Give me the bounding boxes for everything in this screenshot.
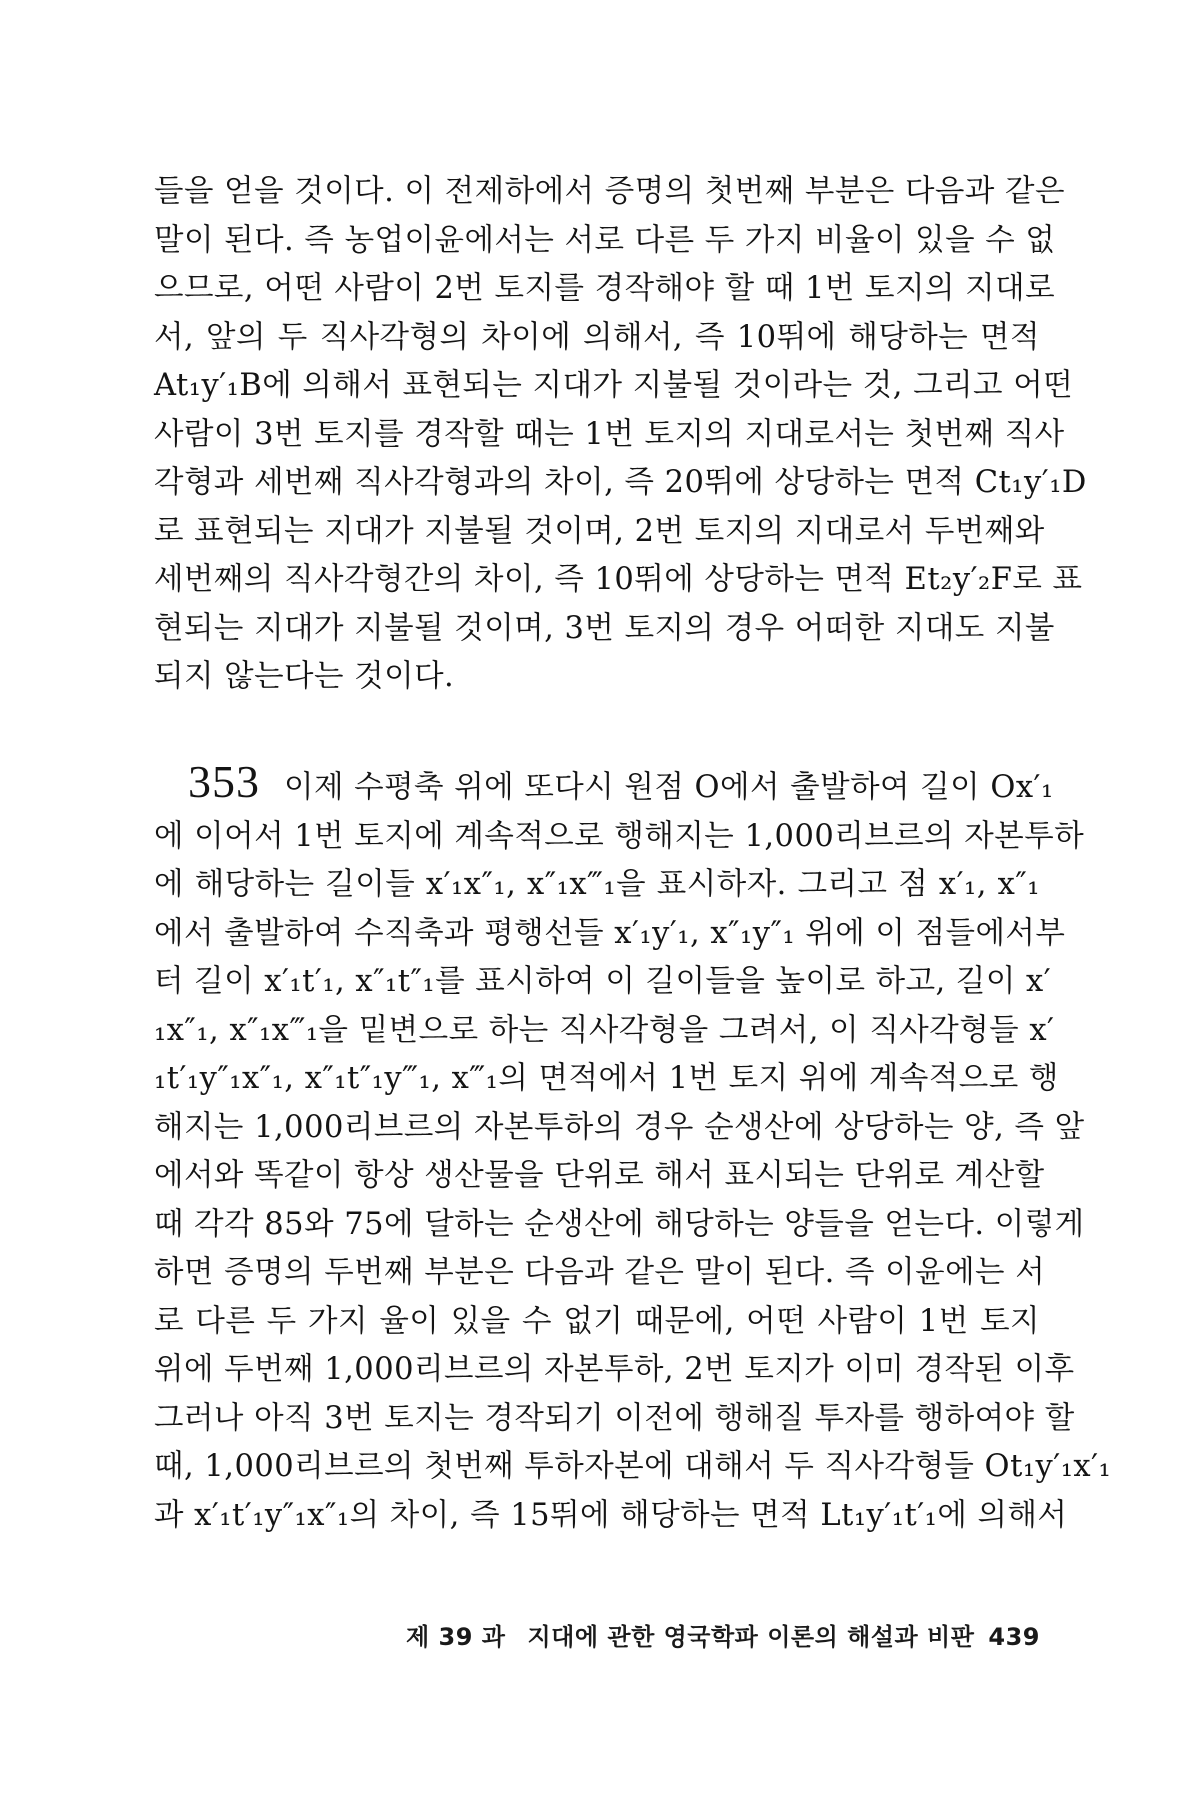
chapter-label: 제 39 과 <box>406 1623 506 1651</box>
text-line: 이제 수평축 위에 또다시 원점 O에서 출발하여 길이 Ox′₁ <box>284 770 1054 805</box>
text-line: 그러나 아직 3번 토지는 경작되기 이전에 행해질 투자를 행하여야 할 <box>154 1400 1075 1436</box>
text-line: 서, 앞의 두 직사각형의 차이에 의해서, 즉 10뛰에 해당하는 면적 <box>154 319 1040 355</box>
text-line: 과 x′₁t′₁y″₁x″₁의 차이, 즉 15뛰에 해당하는 면적 Lt₁y′₁t′₁에 의해서 <box>154 1497 1068 1533</box>
text-line: ₁t′₁y″₁x″₁, x″₁t″₁y‴₁, x‴₁의 면적에서 1번 토지 위에 계속적으로 행 <box>154 1061 1059 1096</box>
text-line: 터 길이 x′₁t′₁, x″₁t″₁를 표시하여 이 길이들을 높이로 하고, 길이 x′ <box>154 964 1052 999</box>
text-line: 때 각각 85와 75에 달하는 순생산에 해당하는 양들을 얻는다. 이렇게 <box>154 1206 1085 1242</box>
paragraph-1 <box>154 168 1087 702</box>
text-line: 현되는 지대가 지불될 것이며, 3번 토지의 경우 어떠한 지대도 지불 <box>154 610 1055 646</box>
page-number: 439 <box>988 1623 1040 1651</box>
text-line: 각형과 세번째 직사각형과의 차이, 즉 20뛰에 상당하는 면적 Ct₁y′₁D <box>154 465 1087 500</box>
text-line: 에서 출발하여 수직축과 평행선들 x′₁y′₁, x″₁y″₁ 위에 이 점들에서부 <box>154 915 1066 951</box>
text-line: 세번째의 직사각형간의 차이, 즉 10뛰에 상당하는 면적 Et₂y′₂F로 표 <box>154 562 1083 597</box>
text-line: At₁y′₁B에 의해서 표현되는 지대가 지불될 것이라는 것, 그리고 어떤 <box>154 368 1074 403</box>
paragraph-2-first-line <box>154 756 1054 813</box>
paragraph-2 <box>154 756 1112 1540</box>
text-line: 해지는 1,000리브르의 자본투하의 경우 순생산에 상당하는 양, 즉 앞 <box>154 1109 1085 1145</box>
text-line: 위에 두번째 1,000리브르의 자본투하, 2번 토지가 이미 경작된 이후 <box>154 1352 1075 1387</box>
text-line: 사람이 3번 토지를 경작할 때는 1번 토지의 지대로서는 첫번째 직사 <box>154 416 1065 452</box>
text-line: 에 이어서 1번 토지에 계속적으로 행해지는 1,000리브르의 자본투하 <box>154 818 1085 854</box>
text-line: 때, 1,000리브르의 첫번째 투하자본에 대해서 두 직사각형들 Ot₁y′₁x′₁ <box>154 1449 1112 1484</box>
text-line: 으므로, 어떤 사람이 2번 토지를 경작해야 할 때 1번 토지의 지대로 <box>154 271 1056 306</box>
text-line: 에서와 똑같이 항상 생산물을 단위로 해서 표시되는 단위로 계산할 <box>154 1158 1045 1193</box>
text-line: 에 해당하는 길이들 x′₁x″₁, x″₁x‴₁을 표시하자. 그리고 점 x′₁, x″₁ <box>154 867 1040 902</box>
text-line: 들을 얻을 것이다. 이 전제하에서 증명의 첫번째 부분은 다음과 같은 <box>154 174 1065 209</box>
page-footer <box>0 1617 1040 1652</box>
text-line: 하면 증명의 두번째 부분은 다음과 같은 말이 된다. 즉 이윤에는 서 <box>154 1255 1046 1290</box>
section-number: 353 <box>188 756 260 807</box>
chapter-title: 지대에 관한 영국학파 이론의 해설과 비판 <box>527 1623 975 1651</box>
text-line: ₁x″₁, x″₁x‴₁을 밑변으로 하는 직사각형을 그려서, 이 직사각형들 x′ <box>154 1012 1055 1048</box>
text-line: 되지 않는다는 것이다. <box>154 659 455 694</box>
text-line: 말이 된다. 즉 농업이윤에서는 서로 다른 두 가지 비율이 있을 수 없 <box>154 222 1056 258</box>
text-line: 로 다른 두 가지 율이 있을 수 없기 때문에, 어떤 사람이 1번 토지 <box>154 1303 1040 1339</box>
text-line: 로 표현되는 지대가 지불될 것이며, 2번 토지의 지대로서 두번째와 <box>154 513 1045 549</box>
